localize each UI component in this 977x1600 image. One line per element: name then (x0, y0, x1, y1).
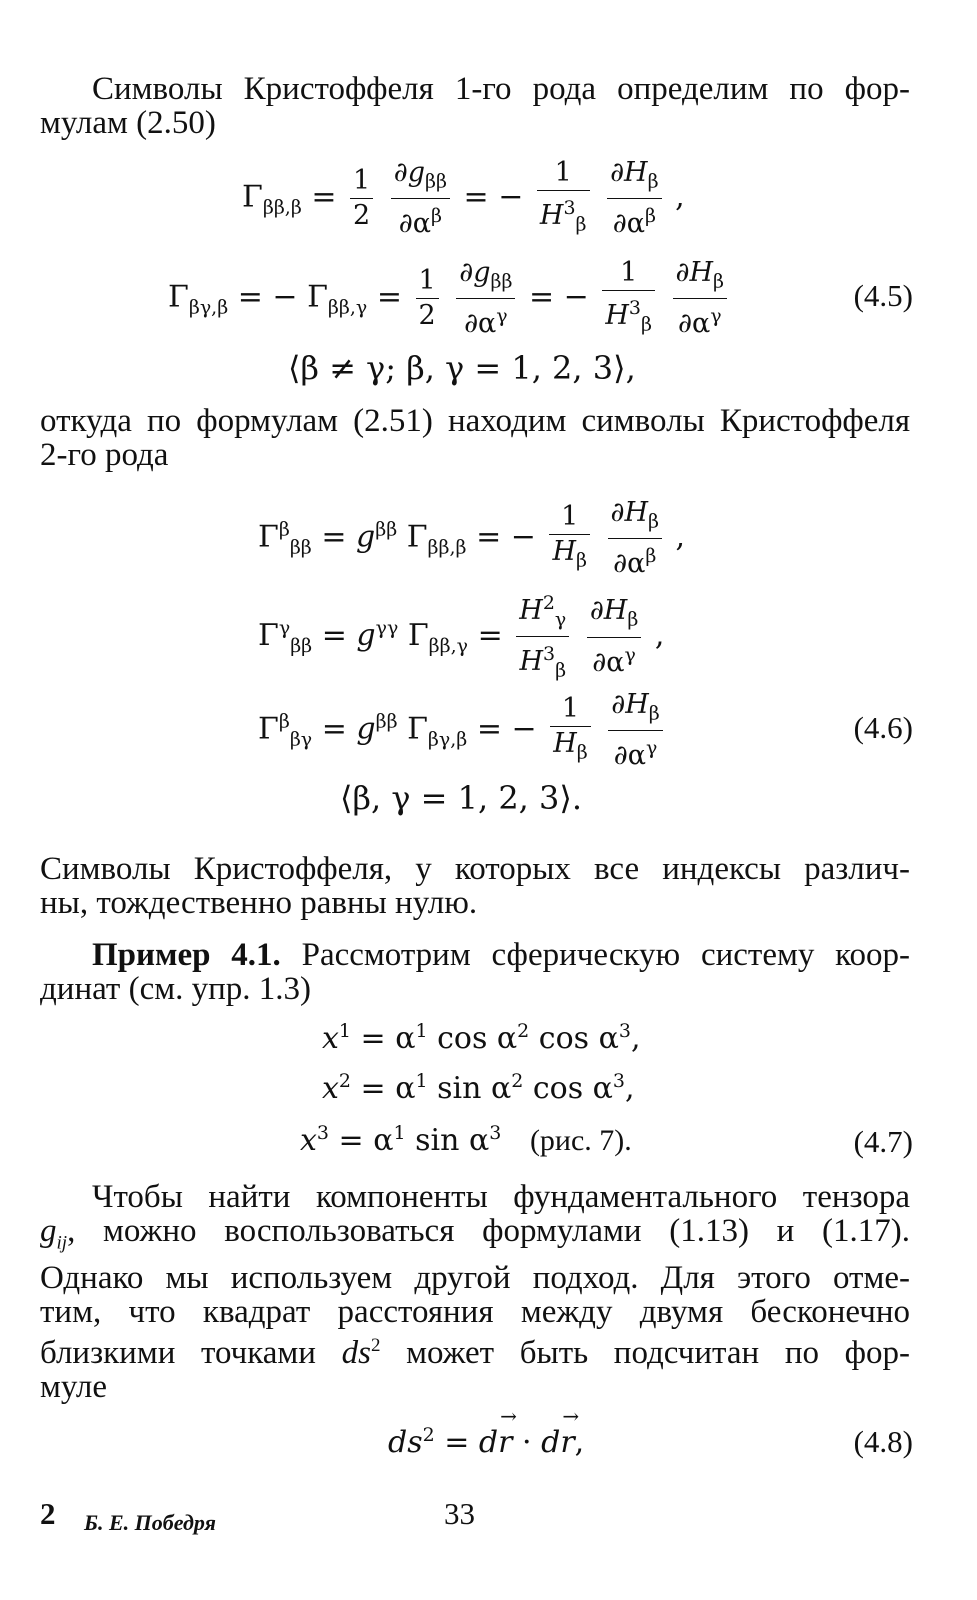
equation-4-5-line-2: $\Gamma_{\beta\gamma,\beta}$ = − $\Gamma_{\beta\beta,\gamma}$ = $\frac{1}{2}$ $\frac{\partial g_{\beta\beta}}{\partial\alpha^\gamma}$ = − $\frac{1}{H^3_\beta}$ $\frac{\partial H_\beta}{\partial\alpha^\gamma}$ (168, 258, 731, 339)
equation-4-6-line-3: $\Gamma^\beta_{\beta\gamma} = g^{\beta\beta}$ $\Gamma_{\beta\gamma,\beta}$ = − $\frac{1}{H_\beta}$ $\frac{\partial H_\beta}{\partial\alpha^\gamma}$ (258, 690, 667, 771)
text-line: Символы Кристоффеля, у которых все индексы различ- (40, 851, 910, 887)
author-name: Б. Е. Победря (84, 1510, 216, 1535)
equation-number: (4.8) (853, 1424, 913, 1459)
equation-4-8: $ds^2 = d\to r \cdot d\to r$, (388, 1426, 584, 1458)
text-line: динат (см. упр. 1.3) (40, 971, 311, 1007)
text-line: Чтобы найти компоненты фундаментального тензора (92, 1179, 910, 1215)
paragraph-example (40, 938, 910, 1006)
equation-4-7-line-3: $x^3 = \alpha^1$ $\sin \alpha^3$ (рис. 7). (300, 1122, 632, 1158)
equation-4-6-condition: ⟨β, γ = 1, 2, 3⟩. (340, 779, 583, 817)
text-fragment: ij (56, 1232, 68, 1254)
text-fragment: может быть подсчитан по фор- (380, 1334, 910, 1371)
page-number: 33 (444, 1496, 475, 1531)
text-line: муле (40, 1368, 108, 1405)
text-fragment: , можно воспользоваться формулами (1.13) и (1.17). (67, 1213, 910, 1249)
equation-4-5-line-1: $\Gamma_{\beta\beta,\beta}$ = $\frac{1}{2}$ $\frac{\partial g_{\beta\beta}}{\partial\alpha^\beta}$ = − $\frac{1}{H^3_\beta}$ $\frac{\partial H_\beta}{\partial\alpha^\beta}$ , (242, 157, 685, 240)
equation-number: (4.6) (853, 710, 913, 745)
equation-4-6-line-1: $\Gamma^\beta_{\beta\beta} = g^{\beta\beta}$ $\Gamma_{\beta\beta,\beta}$ = − $\frac{1}{H_\beta}$ $\frac{\partial H_\beta}{\partial\alpha^\beta}$ , (258, 497, 686, 580)
equation-4-6-line-2: $\Gamma^\gamma_{\beta\beta} = g^{\gamma\gamma}$ $\Gamma_{\beta\beta,\gamma}$ = $\frac{H^2_\gamma}{H^3_\beta}$ $\frac{\partial H_\beta}{\partial\alpha^\gamma}$ , (258, 588, 664, 686)
equation-number: (4.5) (853, 278, 913, 313)
text-line: откуда по формулам (2.51) находим символы Кристоффеля (40, 403, 910, 439)
text-line: Однако мы используем другой подход. Для этого отме- (40, 1259, 910, 1296)
paragraph-metric (40, 1180, 910, 1404)
text-fragment: близкими точками (40, 1334, 342, 1371)
paragraph-zero-symbols (40, 852, 910, 920)
equation-4-5-condition: ⟨β ≠ γ; β, γ = 1, 2, 3⟩, (288, 349, 636, 387)
text-fragment: ds (341, 1334, 371, 1371)
text-line: тим, что квадрат расстояния между двумя бесконечно (40, 1293, 910, 1330)
text-line: мулам (2.50) (40, 105, 216, 141)
paragraph-second-kind (40, 404, 910, 472)
text-fragment: 2 (370, 1334, 381, 1356)
paragraph-intro (40, 72, 910, 140)
text-line: Символы Кристоффеля 1-го рода определим по фор- (92, 71, 910, 107)
equation-4-7-line-2: $x^2 = \alpha^1$ $\sin \alpha^2$ $\cos \alpha^3$, (322, 1070, 635, 1106)
example-label: Пример 4.1. (92, 937, 281, 973)
text-line: 2-го рода (40, 437, 169, 473)
signature-mark: 2 (40, 1496, 56, 1531)
text-fragment: g (40, 1213, 57, 1249)
equation-4-7-line-1: $x^1 = \alpha^1$ $\cos \alpha^2$ $\cos \alpha^3$, (322, 1020, 641, 1056)
text-line: ны, тождественно равны нулю. (40, 885, 478, 921)
figure-reference: (рис. 7). (529, 1124, 632, 1157)
equation-number: (4.7) (853, 1124, 913, 1159)
text-line: Рассмотрим сферическую систему коор- (301, 937, 911, 973)
